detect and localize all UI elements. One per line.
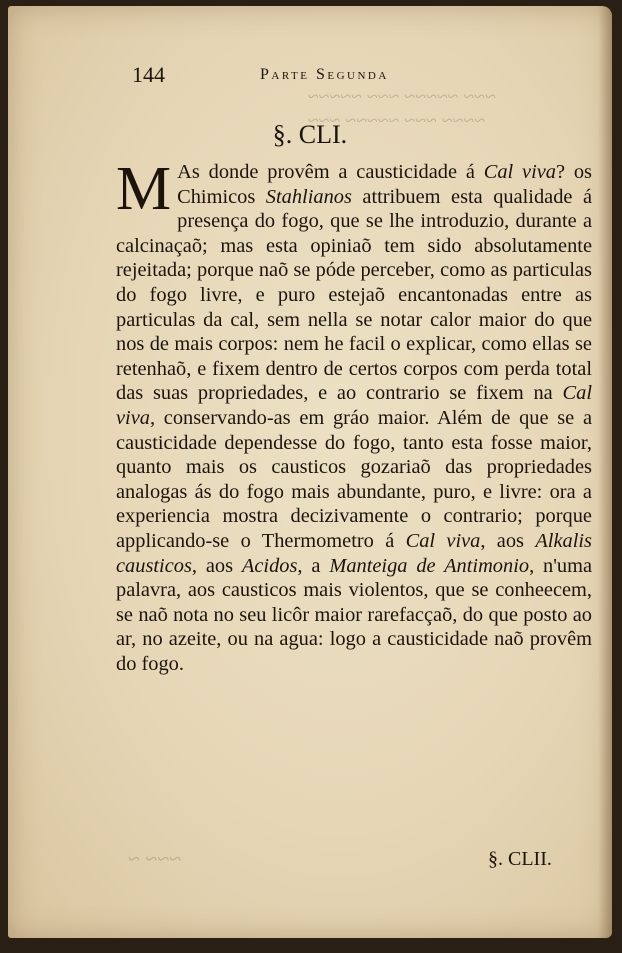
italic-run: Cal viva	[405, 529, 481, 552]
text-run: ? os Chimicos	[177, 161, 592, 208]
text-run: , aos	[480, 529, 536, 552]
text-run: attribuem esta qualidade á presença do fogo, que se lhe introduzio, durante a calcinaçaõ; mas esta opiniaõ tem sido absolutamente rejeitada; porque naõ se póde perceber, como as particulas do fogo livre, e puro estejaõ encantonadas entre as particulas da cal, sem nella se notar calor maior do que nos de mais corpos: nem he facil o explicar, como ellas se retenhaõ, e fixem dentro de certos corpos com perda total das suas propriedades, e ao contrario se fixem na	[116, 185, 592, 405]
drop-cap: M	[116, 155, 172, 223]
running-head: Parte Segunda	[260, 66, 389, 83]
text-run: As donde provêm a causticidade á	[177, 161, 484, 183]
page-number: 144	[132, 62, 165, 87]
italic-run: Acidos	[241, 554, 298, 577]
italic-run: Alkalis causticos	[116, 529, 592, 577]
italic-run: Manteiga de Antimonio	[329, 554, 530, 577]
show-through-text: ~~~ ~	[128, 846, 182, 871]
body-paragraph	[116, 155, 593, 676]
catchword: §. CLII.	[488, 848, 552, 870]
italic-run: Cal viva	[116, 382, 592, 429]
book-page	[8, 6, 612, 938]
show-through-text: ~~~ ~~~~~ ~~~ ~~~~~	[308, 86, 497, 108]
text-run: , a	[297, 554, 330, 577]
text-run: , aos	[191, 554, 242, 577]
italic-run: Stahlianos	[265, 185, 352, 208]
page-header	[132, 62, 572, 90]
section-heading: §. CLI.	[272, 120, 348, 149]
text-run: , n'uma palavra, aos causticos mais violentos, que se conheecem, se naõ nota no seu licôr maior rarefacçaõ, do que posto ao ar, no azeite, ou na agua: logo a causticidade naõ provêm do fogo.	[116, 554, 593, 675]
show-through-text: ~~~~ ~~~ ~~~~~ ~~~	[308, 110, 486, 132]
italic-run: Cal viva	[483, 161, 556, 183]
text-run: , conservando-as em gráo maior. Além de que se a causticidade dependesse do fogo, tanto esta fosse maior, quanto mais os causticos gozariaõ das propriedades analogas ás do fogo mais abundante, puro, e livre: ora a experiencia mostra decizivamente o contrario; porque applicando-se o Thermometro á	[116, 406, 592, 552]
